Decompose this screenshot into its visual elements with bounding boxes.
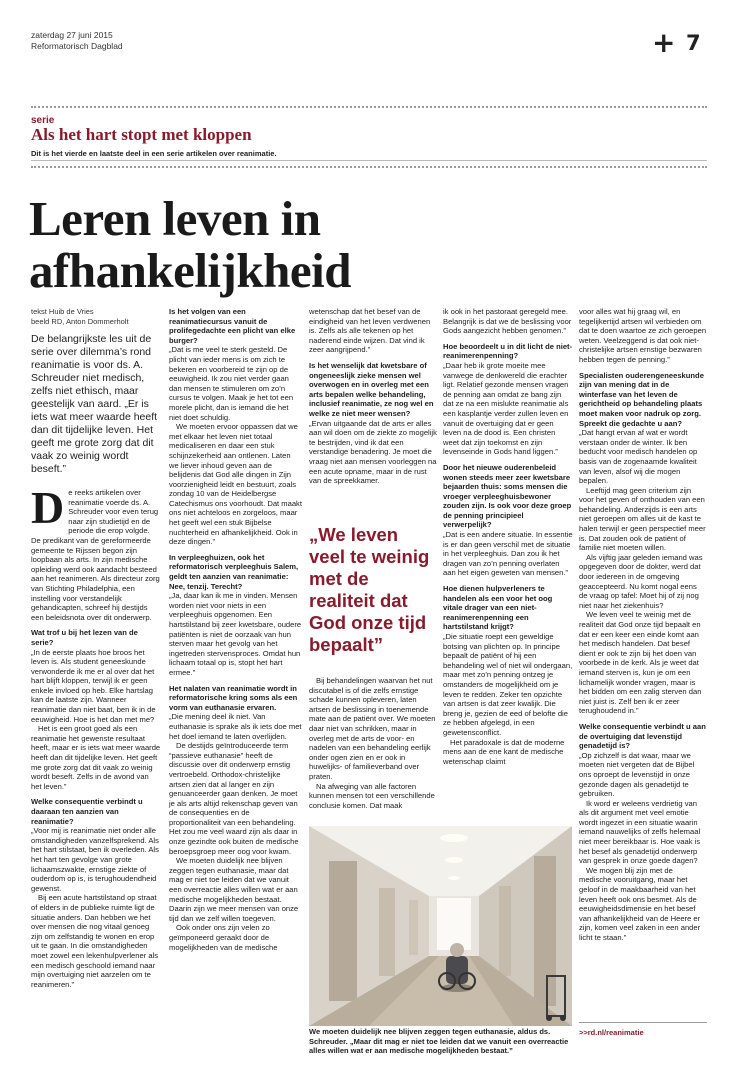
source-divider [579,1022,707,1023]
article-column-1 [31,482,161,989]
article-photo [309,826,572,1026]
series-divider [31,160,707,161]
dotted-divider-bottom [31,166,707,168]
answer-paragraph: „Dat is me veel te sterk gesteld. De plicht van ieder mens is om zich te bekeren en voorbereid te zijn op de eeuwigheid. Ik zou niet verder gaan dan mensen te stimuleren om zo’n cursus te volgen. Maak je het tot een morele plicht, dan is iemand die het niet doet schuldig. [169,345,294,422]
byline-text: tekst Huib de Vries [31,307,94,316]
answer-paragraph: „Ja, daar kan ik me in vinden. Mensen worden niet voor niets in een verpleeghuis opgenomen. Een hartstilstand bij zeer kwetsbare, oudere patiënten is niet de oorzaak van hun sterven maar het gevolg van het ingetreden stervensproces. Omdat hun lichaam totaal op is, stopt het hart ermee.” [169,591,302,677]
answer-paragraph: „Voor mij is reanimatie niet onder alle omstandigheden vanzelfsprekend. Als het hart stilstaat, ben ik overleden. Als het hart ten gevolge van grote lichaamszwakte, ernstige ziekte of ouderdom op is, is terughoudendheid gewenst. [31,826,159,893]
series-subtitle: Dit is het vierde en laatste deel in een serie artikelen over reanimatie. [31,149,277,158]
answer-paragraph: „Die situatie roept een geweldige botsing van plichten op. In principe bepaalt de patiënt of hij een behandeling wel of niet wil ondergaan, maar met zo’n penning ontzeg je omstanders de mogelijkheid om je leven te redden. Zeker ten opzichte van artsen is dat zeer kwalijk. Die breng je, gezien de eed of belofte die ze hebben afgelegd, in een gewetensconflict. [443,632,573,737]
answer-paragraph: „In de eerste plaats hoe broos het leven is. Als student geneeskunde verwonderde ik me er al over dat het hart blijft kloppen, terwijl ik er geen enkele invloed op heb. Elke hartslag kan de laatste zijn. Wanneer reanimatie dan niet baat, ben ik in de eeuwigheid. Hoe is het dan met me? [31,647,156,724]
lead-text: e reeks artikelen over reanimatie voerde ds. A. Schreuder voor even terug naar zijn studietijd en de periode die erop volgde. De predikant van de gereformeerde gemeente te Rijssen begon zijn loopbaan als arts. In zijn medische opleiding werd ook aandacht besteed aan het reanimeren. Als directeur zorg van Stichting Philadelphia, een instelling voor verstandelijk gehandicapten, schreef hij destijds een beleidsnota over dit onderwerp. [31,488,160,622]
headline-line-1: Leren leven in [29,191,321,246]
interview-question: Welke consequentie verbindt u daaraan ten aanzien van reanimatie? [31,797,143,826]
answer-paragraph: We moeten ervoor oppassen dat we met elkaar het leven niet totaal medicaliseren en daar een stuk schijnzekerheid aan ontlenen. Laten we liever inhoud geven aan de belijdenis dat God alle dingen in Zijn voorzienigheid leidt en bestuurt, zoals zondag 10 van de Heidelbergse Catechismus ons voorhoudt. Dat maakt ons niet achteloos en zorgeloos, maar het geeft wel een stuk Bijbelse nuchterheid en afhankelijkheid. Ook in deze dingen.” [169,422,302,547]
answer-paragraph: We moeten duidelijk nee blijven zeggen tegen euthanasie, maar dat mag er niet toe leiden dat we vanuit een overreactie alles willen wat er aan medische mogelijkheden bestaat. Daarin zijn we meer mensen van onze tijd dan we zelf willen toegeven. [169,856,299,923]
byline-photo: beeld RD, Anton Dommerholt [31,317,129,326]
answer-paragraph: „Ervan uitgaande dat de arts er alles aan wil doen om de ziekte zo mogelijk te bestrijden, vind ik dat een verstandige benadering. Je moet die vraag niet aan mensen voorleggen na een acute opname, maar in de rust van de spreekkamer. [309,418,437,486]
interview-question: In verpleeghuizen, ook het reformatorisch verpleeghuis Salem, geldt ten aanzien van reanimatie: Nee, tenzij. Terecht? [169,552,299,591]
interview-question: Wat trof u bij het lezen van de serie? [31,628,138,647]
page-date-block [31,30,123,52]
answer-paragraph: Het is een groot goed als een reanimatie het gewenste resultaat heeft, maar er is iets wat meer waarde heeft dan dit tijdelijke leven. Het geeft me grote zorg dat dit vaak zo weinig wordt beseft. Zelfs in de avond van het leven.” [31,724,161,791]
answer-paragraph: „Die mening deel ik niet. Van euthanasie is sprake als ik iets doe met het doel iemand te laten overlijden. [169,712,302,741]
article-intro: De belangrijkste les uit de serie over dilemma’s rond reanimatie is voor ds. A. Schreuder niet medisch, zelfs niet ethisch, maar geestelijk van aard. „Er is iets wat meer waarde heeft dan dit tijdelijke leven. Het geeft me grote zorg dat dit vaak zo weinig wordt beseft.” [31,333,158,475]
answer-paragraph: wetenschap dat het besef van de eindigheid van het leven verdwenen is. Zelfs als alle tekenen op het naderend einde wijzen. Dat vind ik zeer aangrijpend.” [309,307,431,355]
byline [31,307,161,327]
article-column-5 [579,307,707,943]
article-column-3-continued [309,676,439,810]
page-number: 7 [686,31,701,55]
lead-paragraph [31,482,161,622]
answer-paragraph: Leeftijd mag geen criterium zijn voor het geven of onthouden van een behandeling. Anderzijds is een arts niet geroepen om alles uit de kast te halen terwijl er geen perspectief meer is. Dat zouden ook de patiënt of familie niet moeten willen. [579,485,706,553]
answer-paragraph: Als vijftig jaar geleden iemand was opgegeven door de dokter, werd dat door iedereen in de omgeving geaccepteerd. Nu komt nogal eens de vraag op tafel: Moet hij of zij nog niet naar het ziekenhuis? [579,552,703,610]
headline [29,193,709,297]
series-title: Als het hart stopt met kloppen [31,125,252,144]
answer-paragraph: Bij behandelingen waarvan het nut discutabel is of die zelfs ernstige schade kunnen opleveren, laten artsen de beslissing in toenemende mate aan de patiënt over. We moeten daar niet van schrikken, maar in overleg met de arts de voor- en nadelen van een behandeling eerlijk onder ogen zien en er ook in huwelijks- of familieverband over praten. [309,676,436,781]
interview-question: Welke consequentie verbindt u aan de overtuiging dat levenstijd genadetijd is? [579,721,706,751]
answer-paragraph: We mogen blij zijn met de medische vooruitgang, maar het geloof in de maakbaarheid van het leven heeft ook ons besmet. Als de eeuwigheidsdimensie en het besef van afhankelijkheid van de Heere er zijn, komen veel zaken in een ander licht te staan.” [579,865,701,942]
dotted-divider-top [31,106,707,108]
answer-paragraph: voor alles wat hij graag wil, en tegelijkertijd artsen wil verbieden om dat te doen waartoe ze zich geroepen weten. Veelzeggend is dat ook niet-christelijke artsen ernstige bezwaren hebben tegen de penning.” [579,307,707,364]
newspaper-name: Reformatorisch Dagblad [31,41,123,51]
answer-paragraph: „Op zichzelf is dat waar, maar we moeten niet vergeten dat de Bijbel ons oproept de levenstijd in onze gezonde dagen als genadetijd te gebruiken. [579,750,695,799]
answer-paragraph: „Dat is een andere situatie. In essentie is er dan geen verschil met de situatie in het verpleeghuis. Dan zou ik het dragen van zo’n penning overlaten aan het eigen geweten van mensen.” [443,530,573,578]
plus-section-icon: + [652,26,676,59]
photo-caption: We moeten duidelijk nee blijven zeggen tegen euthanasie, aldus ds. Schreuder. „Maar dit mag er niet toe leiden dat we vanuit een overreactie alles willen wat er aan medische mogelijkheden bestaat.” [309,1027,569,1055]
interview-question: Hoe dienen hulpverleners te handelen als een voor het oog vitale drager van een niet-reanimerenpenning een hartstilstand krijgt? [443,584,553,632]
interview-question: Het nalaten van reanimatie wordt in reformatorische kring soms als een vorm van euthanasie ervaren. [169,683,298,712]
answer-paragraph: „Daar heb ik grote moeite mee vanwege de denkwereld die erachter ligt. Relatief gezonde mensen vragen de penning aan omdat ze bang zijn dat ze na een mislukte reanimatie als een kasplantje verder zullen leven en vanuit de overtuiging dat er geen leven na de dood is. Een christen weet dat zijn toekomst en zijn levenseinde in Gods hand liggen.” [443,360,569,457]
answer-paragraph: ik ook in het pastoraat geregeld mee. Belangrijk is dat we de beslissing voor Gods aangezicht hebben genomen.” [443,307,572,336]
dropcap: D [31,482,65,533]
answer-paragraph: We leven veel te weinig met de realiteit dat God onze tijd bepaalt en dat er een keer een einde komt aan het medisch handelen. Dat besef dient er ook te zijn bij het doen van voorbede in de kerk. Als je weet dat iemand sterven is, kun je om een lichamelijk wonder vragen, maar is het bidden om een zalig sterven dan niet juist is. Zelf ben ik er zeer terughoudend in.” [579,610,702,716]
article-column-4 [443,307,573,766]
answer-paragraph: Na afweging van alle factoren kunnen mensen tot een verschillende conclusie komen. Dat maak [309,781,435,810]
pull-quote: „We leven veel te weinig met de realiteit dat God onze tijd bepaalt” [309,524,430,655]
article-column-3 [309,307,439,486]
interview-question: Door het nieuwe ouderenbeleid wonen steeds meer zeer kwetsbare bejaarden thuis: soms mensen die vroeger verpleeghuisbewoner zouden zijn. Is ook voor deze groep de penning principieel verwerpelijk? [443,462,572,530]
answer-paragraph: „Dat hangt ervan af wat er wordt verstaan onder de winter. Ik ben beducht voor medisch handelen op basis van de zogenaamde kwaliteit van leven, alsof wij die mogen bepalen. [579,428,698,486]
corridor-illustration [309,826,572,1026]
series-label: serie [31,115,55,126]
interview-question: Is het wenselijk dat kwetsbare of ongeneeslijk zieke mensen wel overwogen en in overleg met een arts bepalen welke behandeling, inclusief reanimatie, ze nog wel en welke ze niet meer wensen? [309,360,434,418]
article-column-2 [169,307,302,952]
source-link[interactable]: >>rd.nl/reanimatie [579,1028,644,1037]
answer-paragraph: Ik word er weleens verdrietig van als dit argument met veel emotie wordt ingezet in een situatie waarin iemand nauwelijks of zelfs helemaal niet meer bereikbaar is. Hoe vaak is het besef als genadetijd onderwerp van gesprek in onze goede dagen? [579,798,701,866]
headline-line-2: afhankelijkheid [29,243,351,298]
answer-paragraph: De destijds geïntroduceerde term “passieve euthanasie” heeft de discussie over dit onderwerp ernstig vertroebeld. Orthodox-christelijke artsen zien dat al langer en zijn genuanceerder gaan denken. Je moet je als arts altijd rekenschap geven van de consequenties en de proportionaliteit van een behandeling. Het zou me veel waard zijn als daar in onze gezindte ook buiten de medische beroepsgroep meer oog voor kwam. [169,741,299,856]
interview-question: Hoe beoordeelt u in dit licht de niet-reanimerenpenning? [443,341,573,361]
page-date: zaterdag 27 juni 2015 [31,30,113,40]
interview-question: Is het volgen van een reanimatiecursus vanuit de prolifegedachte een plicht van elke burger? [169,307,296,345]
answer-paragraph: Bij een acute hartstilstand op straat of elders in de publieke ruimte ligt de situatie anders. Dan hebben we het over mensen die nog vitaal genoeg zijn om zelfstandig te wonen en erop uit te gaan. In die omstandigheden moet zowel een lekenhulpverlener als een medisch geschoold iemand naar mijn overtuiging niet aarzelen om te reanimeren.” [31,893,159,989]
answer-paragraph: Het paradoxale is dat de moderne mens aan de ene kant de medische wetenschap claimt [443,737,565,766]
interview-question: Specialisten ouderengeneeskunde zijn van mening dat in de winterfase van het leven de gerichtheid op behandeling plaats moet maken voor nadruk op zorg. Spreekt die gedachte u aan? [579,370,704,428]
answer-paragraph: Ook onder ons zijn velen zo geïmponeerd geraakt door de mogelijkheden van de medische [169,923,278,952]
